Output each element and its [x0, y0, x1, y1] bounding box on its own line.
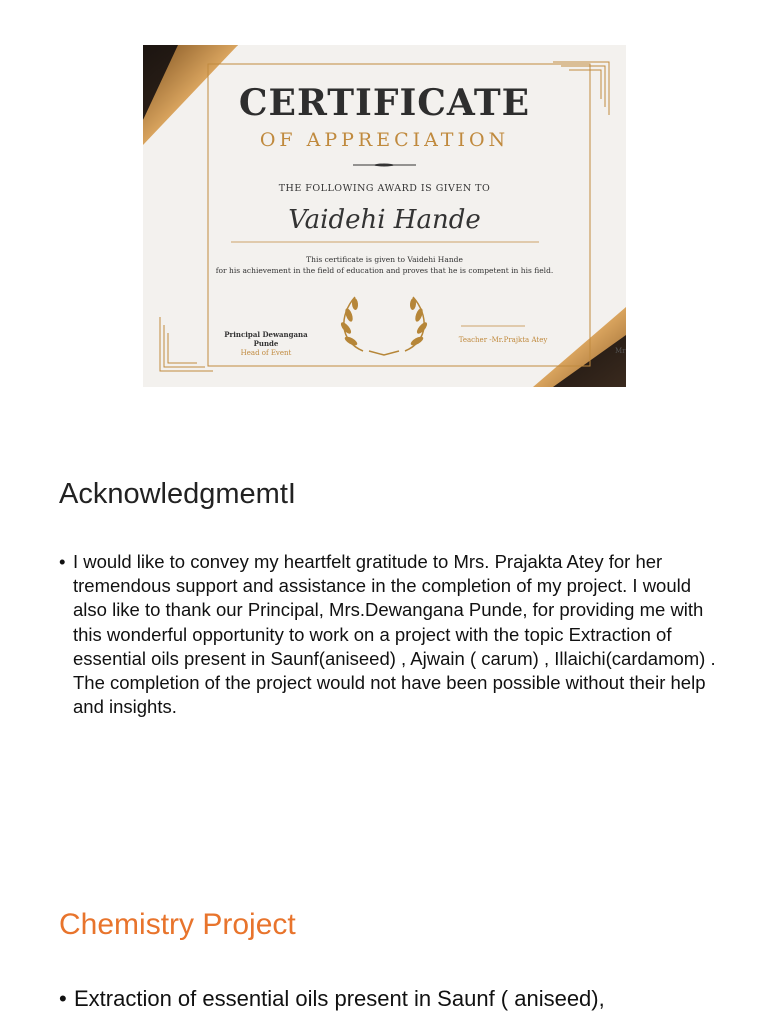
acknowledgment-heading: AcknowledgmemtI — [59, 478, 296, 510]
certificate-body-line: for his achievement in the field of education and proves that he is competent in his field. — [215, 266, 554, 275]
signatory-left-name: Principal Dewangana Punde — [224, 330, 308, 348]
acknowledgment-list — [59, 550, 719, 719]
certificate-recipient-name: Vaidehi Hande — [288, 205, 481, 235]
signatory-left-role: Head of Event — [240, 349, 292, 357]
project-item-text: Extraction of essential oils present in Saunf ( aniseed), — [74, 986, 605, 1011]
bullet-icon: • — [59, 551, 66, 572]
signatory-cut-text: Mr — [615, 347, 626, 355]
acknowledgment-text: I would like to convey my heartfelt gratitude to Mrs. Prajakta Atey for her tremendous support and assistance in the completion of my project. I would also like to thank our Principal, Mrs.Dewangana Punde, for providing me with this wonderful opportunity to work on a project with the topic Extraction of essential oils present in Saunf(aniseed) , Ajwain ( carum) , Illaichi(cardamom) . The completion of the project would not have been possible without their help and insights. — [73, 551, 716, 718]
acknowledgment-paragraph — [59, 550, 719, 719]
project-heading: Chemistry Project — [59, 908, 296, 941]
bullet-icon: • — [59, 986, 67, 1011]
certificate-subtitle: OF APPRECIATION — [259, 129, 510, 151]
certificate-body-line: This certificate is given to Vaidehi Hande — [306, 255, 463, 264]
laurel-wreath-icon — [339, 297, 429, 355]
signatory-right-name: Teacher -Mr.Prajkta Atey — [458, 336, 548, 344]
certificate-given-to: THE FOLLOWING AWARD IS GIVEN TO — [278, 183, 491, 194]
certificate-title: CERTIFICATE — [238, 82, 531, 124]
project-list — [59, 985, 759, 1013]
certificate-body — [143, 254, 626, 276]
project-list-item — [59, 985, 759, 1013]
certificate-image — [143, 45, 626, 387]
